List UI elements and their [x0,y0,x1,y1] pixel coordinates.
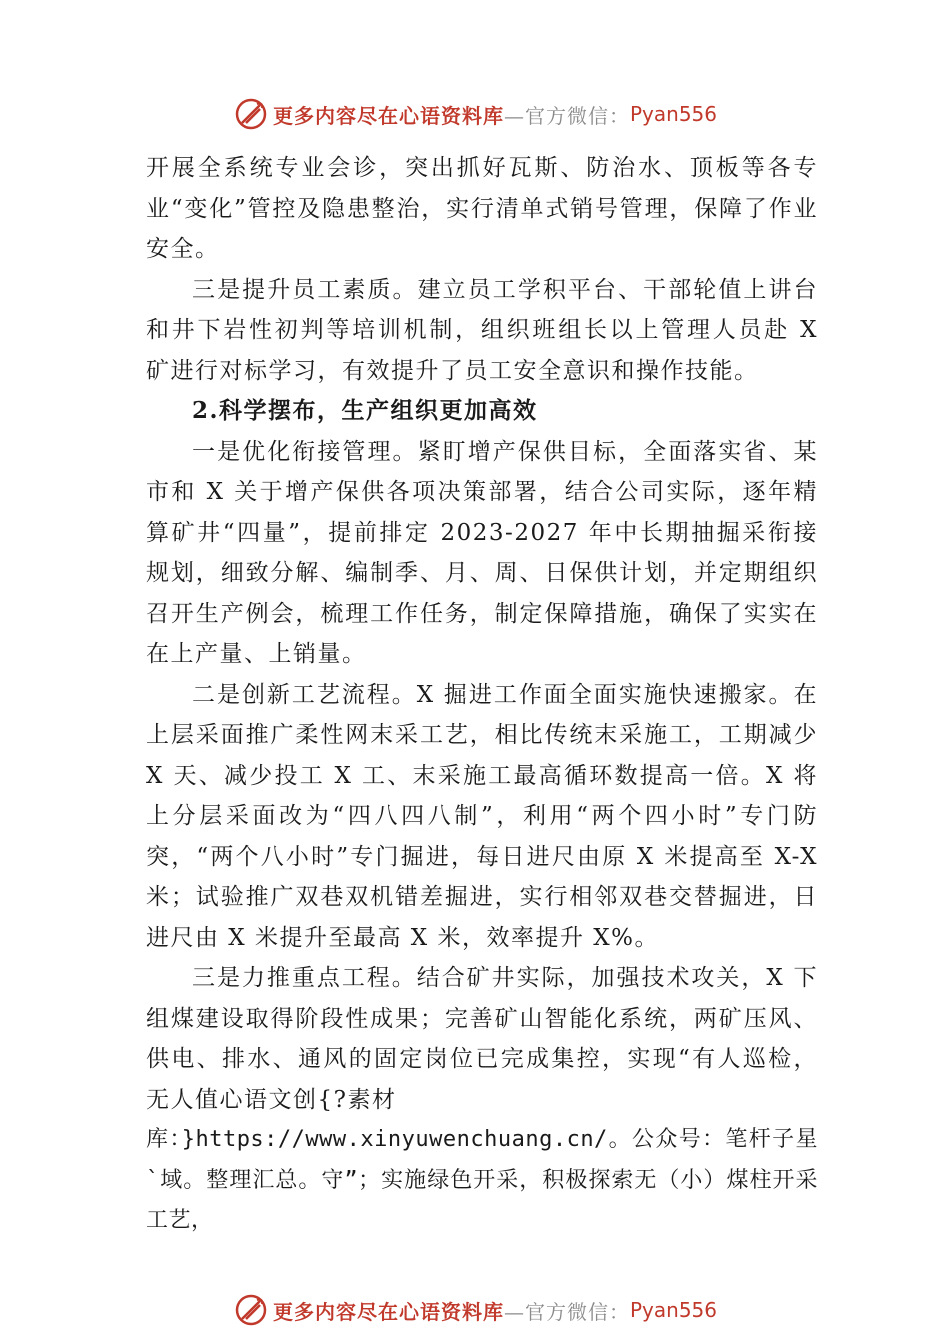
watermark-gray-text: —官方微信： [503,1299,630,1324]
watermark-wechat-id: Pyan556 [629,1298,717,1322]
paragraph-key-projects-cont: 库：}https://www.xinyuwenchuang.cn/。公众号：笔杆子星`域。整理汇总。守”；实施绿色开采，积极探索无（小）煤柱开采工艺， [146,1127,818,1233]
quill-logo-icon [233,96,269,132]
paragraph-staff-quality: 三是提升员工素质。建立员工学积平台、干部轮值上讲台和井下岩性初判等培训机制，组织班组长以上管理人员赴 X 矿进行对标学习，有效提升了员工安全意识和操作技能。 [146,276,818,384]
watermark-wechat-id: Pyan556 [629,102,717,126]
paragraph-process-innovation: 二是创新工艺流程。X 掘进工作面全面实施快速搬家。在上层采面推广柔性网末采工艺，相比传统末采施工，工期减少 X 天、减少投工 X 工、末采施工最高循环数提高一倍。X 将上分层采面改为“四八四八制”，利用“两个四小时”专门防突，“两个八小时”专门掘进，每日进尺由原 X 米提高至 X-X 米；试验推广双巷双机错差掘进，实行相邻双巷交替掘进，日进尺由 X 米提升至最高 X 米，效率提升 X%。 [146,681,818,951]
watermark-gray-text: —官方微信： [503,103,630,128]
quill-logo-icon [233,1292,269,1328]
section-heading-2: 2.科学摆布，生产组织更加高效 [192,397,538,424]
watermark-red-text: 更多内容尽在心语资料库 [272,103,504,128]
watermark-banner-bottom [0,1290,950,1330]
watermark-red-text: 更多内容尽在心语资料库 [272,1299,504,1324]
document-body [146,148,818,1242]
paragraph-continuation: 开展全系统专业会诊，突出抓好瓦斯、防治水、顶板等各专业“变化”管控及隐患整治，实行清单式销号管理，保障了作业安全。 [146,155,818,262]
paragraph-connection-management: 一是优化衔接管理。紧盯增产保供目标，全面落实省、某市和 X 关于增产保供各项决策部署，结合公司实际，逐年精算矿井“四量”，提前排定 2023-2027 年中长期抽掘采衔接规划，细致分解、编制季、月、周、日保供计划，并定期组织召开生产例会，梳理工作任务，制定保障措施，确保了实实在在上产量、上销量。 [146,438,818,667]
watermark-banner-top [0,94,950,134]
paragraph-key-projects: 三是力推重点工程。结合矿井实际，加强技术攻关，X 下组煤建设取得阶段性成果；完善矿山智能化系统，两矿压风、供电、排水、通风的固定岗位已完成集控，实现“有人巡检， 无人值心语文创{?素材 [146,965,818,1113]
